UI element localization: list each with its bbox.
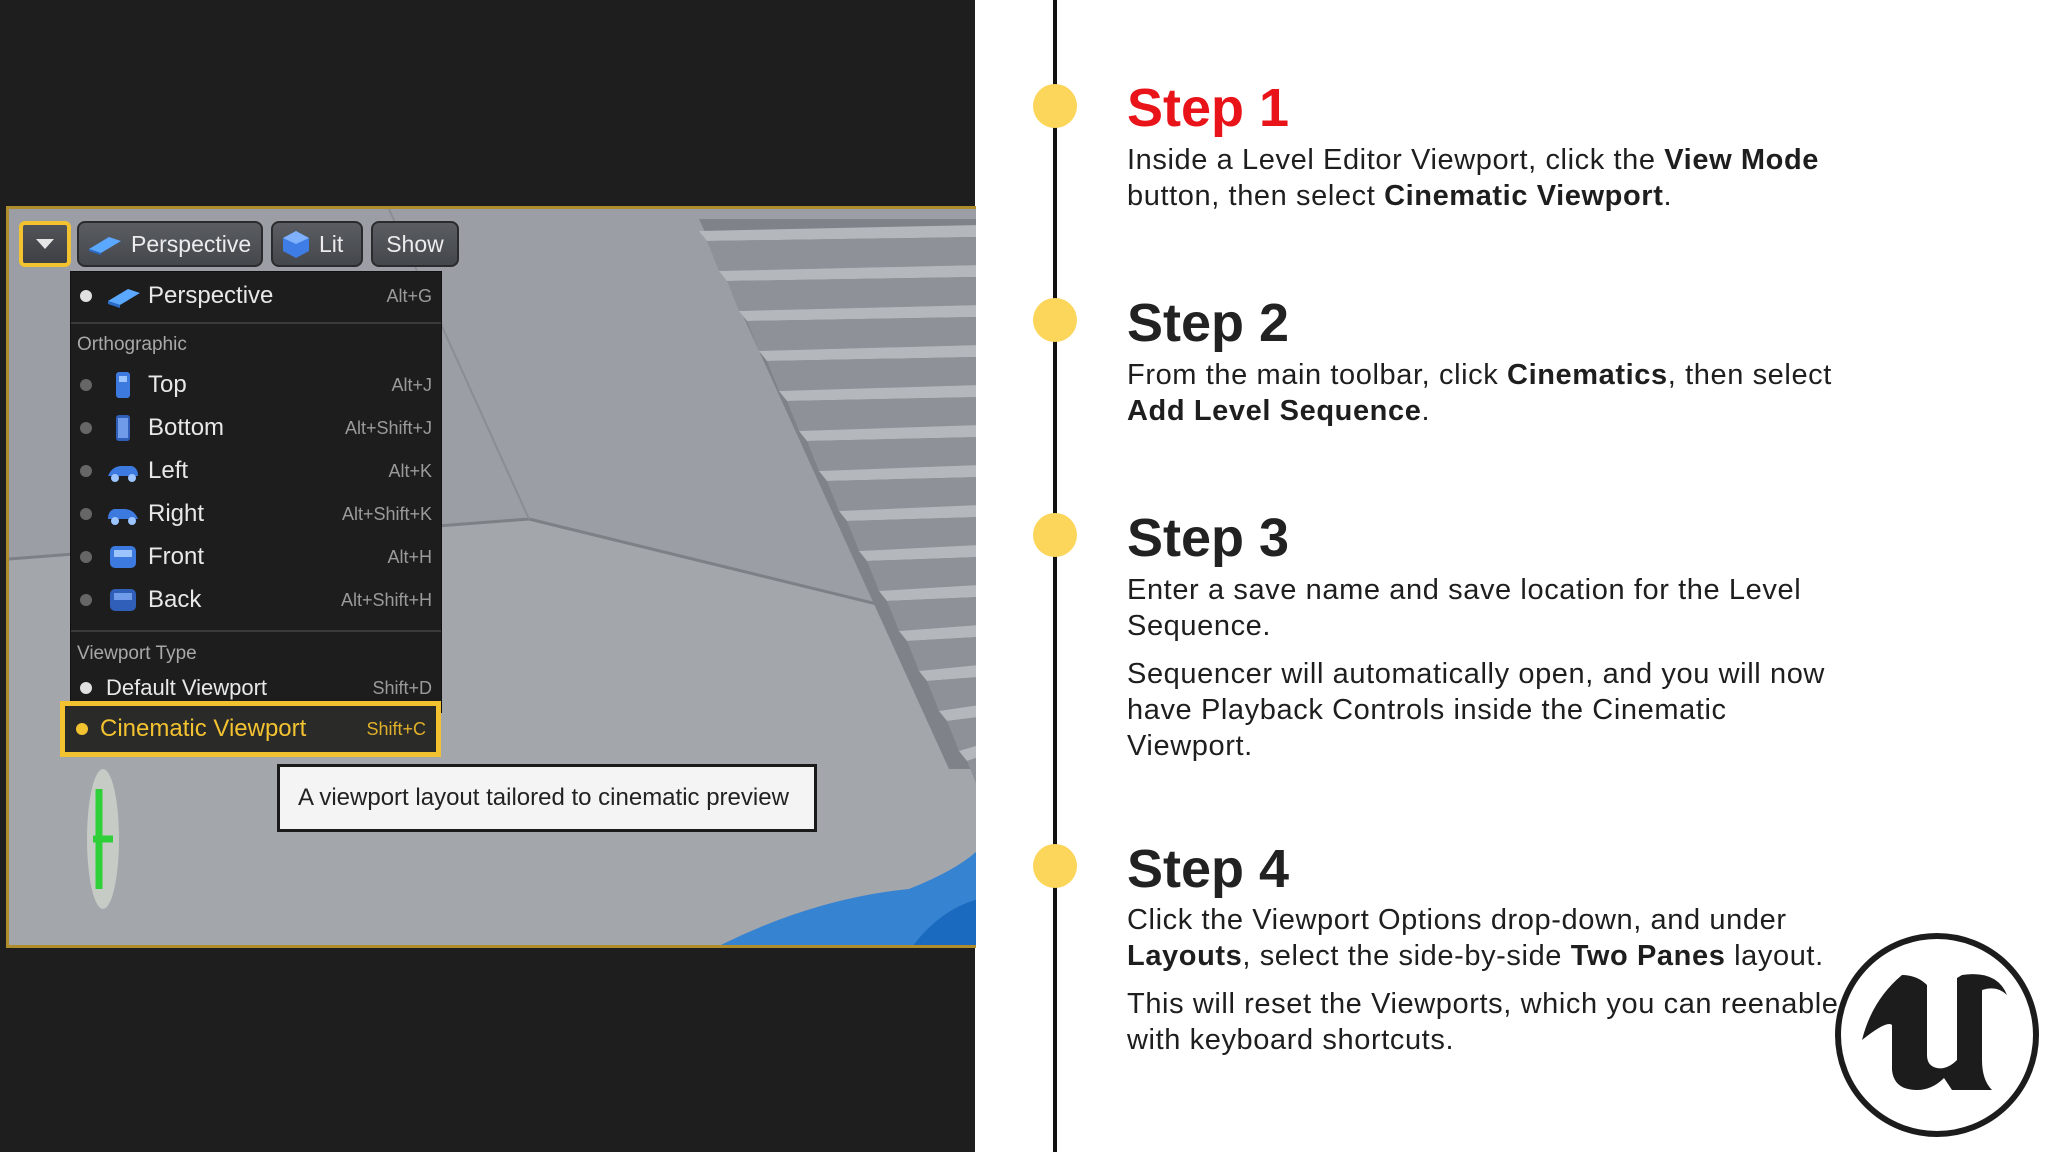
step-3-text — [1127, 572, 1847, 764]
step-2-text — [1127, 357, 1847, 429]
show-label: Show — [386, 230, 444, 257]
bold-term: Cinematics — [1507, 359, 1668, 391]
shortcut-text: Shift+C — [366, 718, 426, 739]
lit-sphere-icon — [281, 229, 311, 259]
radio-icon — [80, 551, 92, 563]
radio-icon — [80, 508, 92, 520]
menu-item-left[interactable] — [71, 451, 441, 491]
chevron-down-icon — [36, 239, 54, 249]
radio-icon — [80, 465, 92, 477]
front-view-icon — [106, 544, 140, 570]
bold-term: Cinematic Viewport — [1384, 180, 1664, 212]
text-run: layout. — [1725, 940, 1824, 972]
menu-item-label: Right — [148, 500, 205, 527]
text-run: Sequencer will automatically open, and you will now have Playback Controls inside the Cinematic Viewport. — [1127, 658, 1825, 762]
radio-icon — [80, 422, 92, 434]
text-run: button, then select — [1127, 180, 1385, 212]
menu-item-label: Top — [148, 371, 187, 398]
shortcut-text: Alt+K — [388, 460, 432, 481]
stair-riser — [707, 237, 976, 271]
screenshot-panel — [0, 0, 975, 1152]
shortcut-text: Alt+H — [387, 546, 432, 567]
text-run: This will reset the Viewports, which you can reenable with keyboard shortcuts. — [1127, 988, 1839, 1056]
step-1-marker — [1033, 84, 1077, 128]
perspective-camera-icon — [106, 283, 140, 309]
menu-item-top[interactable] — [71, 365, 441, 405]
stair-riser — [887, 597, 976, 631]
menu-item-right[interactable] — [71, 494, 441, 534]
step-paragraph — [1127, 902, 1847, 974]
view-mode-label: Perspective — [131, 230, 252, 257]
left-view-icon — [106, 458, 140, 484]
right-view-icon — [106, 501, 140, 527]
menu-item-label: Default Viewport — [106, 675, 268, 700]
step-3-marker — [1033, 513, 1077, 557]
text-run: Enter a save name and save location for the Level Sequence. — [1127, 574, 1802, 642]
bottom-view-icon — [106, 415, 140, 441]
viewport-type-header: Viewport Type — [77, 643, 197, 664]
stair-riser — [827, 477, 976, 511]
back-view-icon — [106, 587, 140, 613]
menu-item-perspective[interactable] — [71, 276, 441, 316]
shortcut-text: Alt+Shift+K — [341, 503, 432, 524]
text-run: , select the side-by-side — [1242, 940, 1571, 972]
text-run: , then select — [1667, 359, 1832, 391]
stair-riser — [727, 277, 976, 311]
radio-selected-icon — [80, 682, 92, 694]
menu-item-label: Bottom — [148, 414, 225, 441]
step-4-marker — [1033, 844, 1077, 888]
lit-button[interactable] — [271, 221, 363, 267]
menu-item-front[interactable] — [71, 537, 441, 577]
step-3-title: Step 3 — [1127, 508, 1290, 568]
bold-term: Two Panes — [1570, 940, 1726, 972]
shortcut-text: Shift+D — [372, 677, 432, 698]
unreal-engine-logo — [1832, 930, 2042, 1140]
text-run: Inside a Level Editor Viewport, click the — [1127, 144, 1665, 176]
menu-divider — [71, 322, 441, 324]
tooltip: A viewport layout tailored to cinematic preview — [277, 764, 817, 832]
step-2-marker — [1033, 298, 1077, 342]
step-paragraph — [1127, 142, 1847, 214]
stair-riser — [787, 397, 976, 431]
stair-riser — [747, 317, 976, 351]
radio-icon — [76, 723, 88, 735]
radio-selected-icon — [80, 290, 92, 302]
step-1-text — [1127, 142, 1847, 214]
bold-term: View Mode — [1664, 144, 1819, 176]
perspective-camera-icon — [87, 233, 123, 255]
radio-icon — [80, 379, 92, 391]
text-run: Click the Viewport Options drop-down, and under — [1127, 904, 1787, 936]
shortcut-text: Alt+Shift+J — [344, 417, 432, 438]
bold-term: Add Level Sequence — [1127, 395, 1422, 427]
step-1-title: Step 1 — [1127, 78, 1290, 138]
view-mode-menu — [70, 271, 442, 713]
shortcut-text: Alt+G — [386, 285, 432, 306]
viewport-options-dropdown[interactable] — [19, 221, 71, 267]
step-paragraph — [1127, 986, 1847, 1058]
menu-item-label: Front — [148, 543, 205, 570]
menu-item-label: Left — [148, 457, 189, 484]
level-editor-viewport[interactable] — [6, 206, 976, 948]
text-run: . — [1421, 395, 1431, 427]
lit-label: Lit — [319, 230, 344, 257]
step-4-title: Step 4 — [1127, 839, 1290, 899]
radio-icon — [80, 594, 92, 606]
stair-riser — [907, 637, 976, 671]
shortcut-text: Alt+Shift+H — [340, 589, 432, 610]
menu-divider — [71, 630, 441, 632]
top-view-icon — [106, 372, 140, 398]
shortcut-text: Alt+J — [391, 374, 432, 395]
step-paragraph — [1127, 357, 1847, 429]
text-run: . — [1663, 180, 1673, 212]
menu-item-bottom[interactable] — [71, 408, 441, 448]
step-paragraph — [1127, 656, 1847, 764]
orthographic-header: Orthographic — [77, 334, 187, 355]
step-2-title: Step 2 — [1127, 293, 1290, 353]
menu-item-label: Cinematic Viewport — [100, 715, 307, 742]
stair-riser — [847, 517, 976, 551]
view-mode-button[interactable] — [77, 221, 263, 267]
step-paragraph — [1127, 572, 1847, 644]
menu-item-label: Back — [148, 586, 202, 613]
show-button[interactable] — [371, 221, 459, 267]
timeline-line — [1053, 0, 1057, 1152]
menu-item-back[interactable] — [71, 580, 441, 620]
text-run: From the main toolbar, click — [1127, 359, 1508, 391]
bold-term: Layouts — [1127, 940, 1243, 972]
menu-item-cinematic-viewport[interactable] — [60, 701, 441, 757]
stair-riser — [767, 357, 976, 391]
menu-item-label: Perspective — [148, 282, 274, 309]
step-4-text — [1127, 902, 1847, 1058]
stair-riser — [867, 557, 976, 591]
stair-riser — [807, 437, 976, 471]
